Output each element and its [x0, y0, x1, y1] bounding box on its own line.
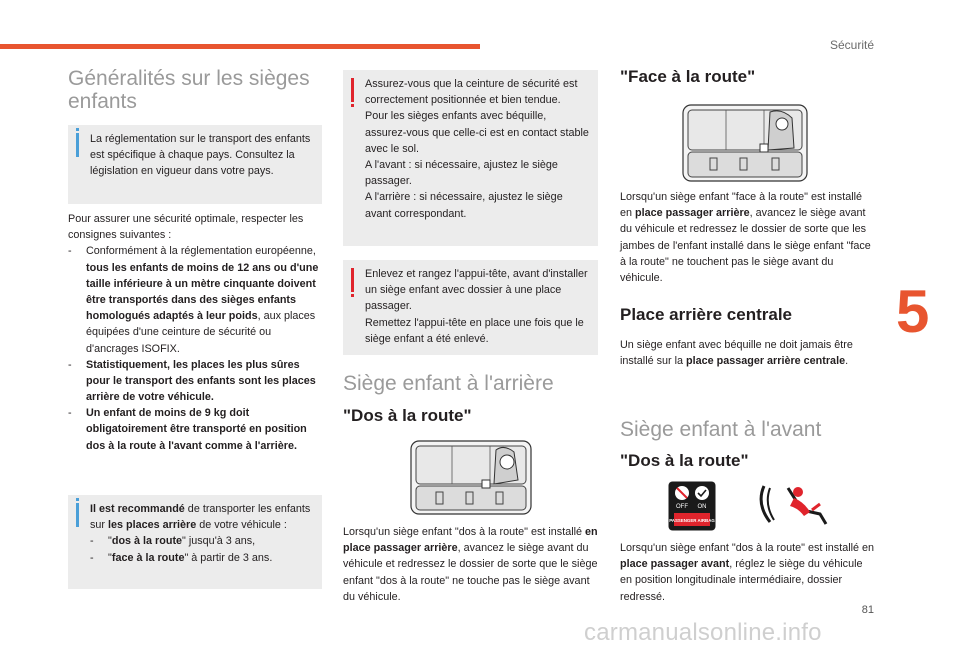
- subtitle-rear-center: Place arrière centrale: [620, 305, 793, 324]
- section-title-rear: Siège enfant à l'arrière: [343, 372, 554, 395]
- warning-text: Remettez l'appui-tête en place une fois que le siège enfant a été enlevé.: [365, 316, 584, 345]
- warning-icon: [351, 78, 354, 102]
- info-icon: [76, 133, 79, 157]
- warning-text: Enlevez et rangez l'appui-tête, avant d'installer un siège enfant avec dossier à une place passager.: [365, 268, 588, 313]
- warning-note-headrest: [343, 260, 598, 355]
- rear-seat-illustration: [410, 440, 532, 515]
- rear-seat-illustration: [682, 104, 808, 182]
- rear-facing-text: Lorsqu'un siège enfant "dos à la route" est installé en place passager arrière, avancez le siège avant du véhicule et redressez le dossier de sorte que le siège enfant "dos à la route" ne touche pas le siège avant du véhicule.: [343, 526, 598, 603]
- forward-facing-text: Lorsqu'un siège enfant "face à la route" est installé en place passager arrière, avancez le siège avant du véhicule et redressez le dossier de sorte que les jambes de l'enfant installé dans le siège enfant "face à la route" ne touchent pas le siège avant du véhicule.: [620, 191, 871, 284]
- info-note-text: Il est recommandé de transporter les enfants sur les places arrière de votre véhicule :: [90, 503, 311, 532]
- info-note-recommendation: [68, 495, 322, 589]
- warning-note-belt: [343, 70, 598, 246]
- section-title-front: Siège enfant à l'avant: [620, 418, 822, 441]
- airbag-label-text: PASSENGER AIRBAG: [669, 518, 715, 523]
- rule-item: - Un enfant de moins de 9 kg doit obligatoirement être transporté en position dos à la route à l'avant comme à l'arrière.: [68, 405, 324, 454]
- rules-list: [68, 243, 324, 453]
- rule-item: - Conformément à la réglementation européenne, tous les enfants de moins de 12 ans ou d'une taille inférieure à un mètre cinquante doivent être transportés dans des sièges enfants homologués adaptés à leur poids, aux places équipées d'une ceinture de sécurité ou d'ancrages ISOFIX.: [68, 243, 324, 356]
- section-title-general: Généralités sur les sièges enfants: [68, 67, 310, 114]
- warning-text: Pour les sièges enfants avec béquille, assurez-vous que celle-ci est en contact stable avec le sol.: [365, 110, 589, 155]
- subtitle-forward-facing: "Face à la route": [620, 67, 756, 86]
- list-item: - "dos à la route" jusqu'à 3 ans,: [90, 533, 314, 549]
- chapter-number: 5: [896, 278, 930, 345]
- page-number: 81: [861, 604, 874, 616]
- child-seat-airbag-icon: [758, 480, 836, 528]
- rules-intro: Pour assurer une sécurité optimale, respecter les consignes suivantes :: [68, 213, 304, 242]
- warning-text: A l'avant : si nécessaire, ajustez le siège passager.: [365, 158, 558, 188]
- info-note-regulation: [68, 125, 322, 204]
- subtitle-front-rear-facing: "Dos à la route": [620, 451, 749, 470]
- warning-text: A l'arrière : si nécessaire, ajustez le siège avant correspondant.: [365, 191, 563, 220]
- rule-item: - Statistiquement, les places les plus sûres pour le transport des enfants sont les places arrière de votre véhicule.: [68, 357, 324, 406]
- warning-text: Assurez-vous que la ceinture de sécurité est correctement positionnée et bien tendue.: [365, 78, 578, 107]
- front-rear-facing-text: Lorsqu'un siège enfant "dos à la route" est installé en place passager avant, réglez le siège du véhicule en position longitudinale intermédiaire, dossier redressé.: [620, 542, 875, 603]
- safety-rules: [68, 211, 324, 454]
- header-accent-bar: [0, 44, 480, 49]
- info-icon: [76, 503, 79, 527]
- info-note-text: La réglementation sur le transport des enfants est spécifique à chaque pays. Consultez la législation en vigueur dans votre pays.: [90, 133, 311, 178]
- rear-center-text: Un siège enfant avec béquille ne doit jamais être installé sur la place passager arrière centrale.: [620, 339, 853, 368]
- recommendation-list: [90, 533, 314, 565]
- warning-icon: [351, 268, 354, 292]
- airbag-off-label: OFF: [676, 504, 688, 510]
- airbag-warning-label: [668, 481, 716, 531]
- airbag-on-label: ON: [697, 504, 707, 510]
- subtitle-rear-facing: "Dos à la route": [343, 406, 472, 425]
- watermark: carmanualsonline.info: [584, 619, 822, 646]
- section-label: Sécurité: [829, 38, 874, 52]
- list-item: - "face à la route" à partir de 3 ans.: [90, 550, 314, 566]
